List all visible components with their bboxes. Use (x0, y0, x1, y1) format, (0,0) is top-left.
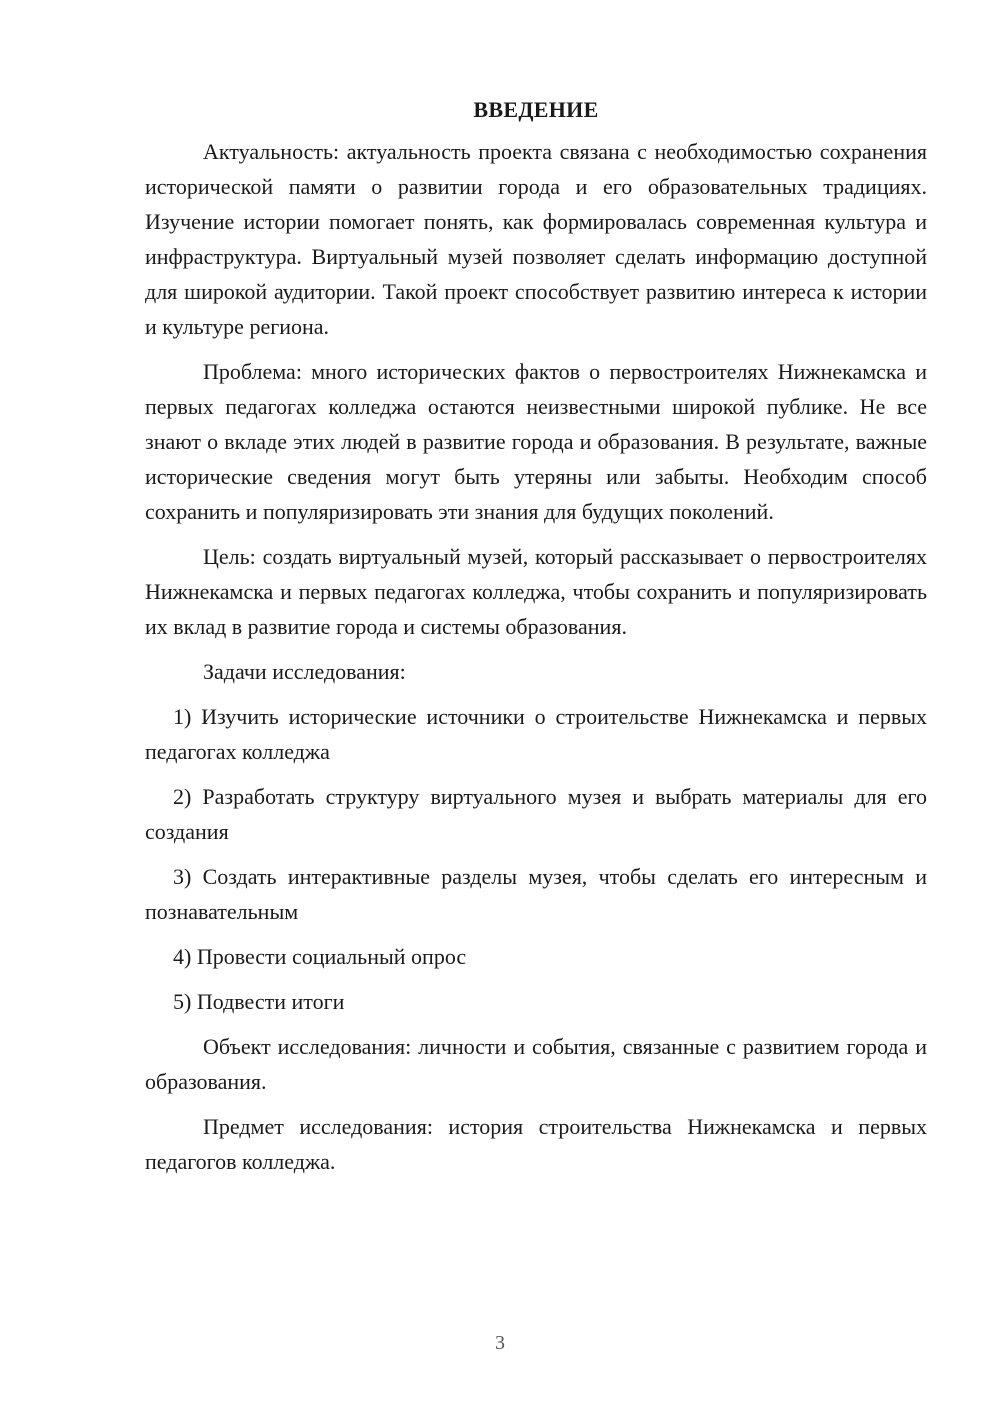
task-item-4: 4) Провести социальный опрос (173, 944, 467, 969)
subject-paragraph: Предмет исследования: история строительства Нижнекамска и первых педагогов колледжа. (145, 1114, 927, 1174)
object-paragraph: Объект исследования: личности и события, связанные с развитием города и образования. (145, 1034, 927, 1094)
page-number: 3 (495, 1332, 505, 1354)
problem-paragraph: Проблема: много исторических фактов о первостроителях Нижнекамска и первых педагогах колледжа остаются неизвестными широкой публике. Не все знают о вкладе этих людей в развитие города и образования. В результате, важные исторические сведения могут быть утеряны или забыты. Необходим способ сохранить и популяризировать эти знания для будущих поколений. (145, 359, 927, 524)
task-item-1: 1) Изучить исторические источники о строительстве Нижнекамска и первых педагогах колледжа (145, 704, 927, 764)
page-title: ВВЕДЕНИЕ (473, 97, 599, 122)
task-item-5: 5) Подвести итоги (173, 989, 345, 1014)
tasks-title: Задачи исследования: (203, 659, 406, 684)
document-page (145, 92, 927, 1189)
task-item-3: 3) Создать интерактивные разделы музея, чтобы сделать его интересным и познавательным (145, 864, 927, 924)
goal-paragraph: Цель: создать виртуальный музей, который рассказывает о первостроителях Нижнекамска и первых педагогах колледжа, чтобы сохранить и популяризировать их вклад в развитие города и системы образования. (145, 544, 927, 639)
task-item-2: 2) Разработать структуру виртуального музея и выбрать материалы для его создания (145, 784, 927, 844)
relevance-paragraph: Актуальность: актуальность проекта связана с необходимостью сохранения исторической памяти о развитии города и его образовательных традициях. Изучение истории помогает понять, как формировалась современная культура и инфраструктура. Виртуальный музей позволяет сделать информацию доступной для широкой аудитории. Такой проект способствует развитию интереса к истории и культуре региона. (145, 139, 927, 339)
